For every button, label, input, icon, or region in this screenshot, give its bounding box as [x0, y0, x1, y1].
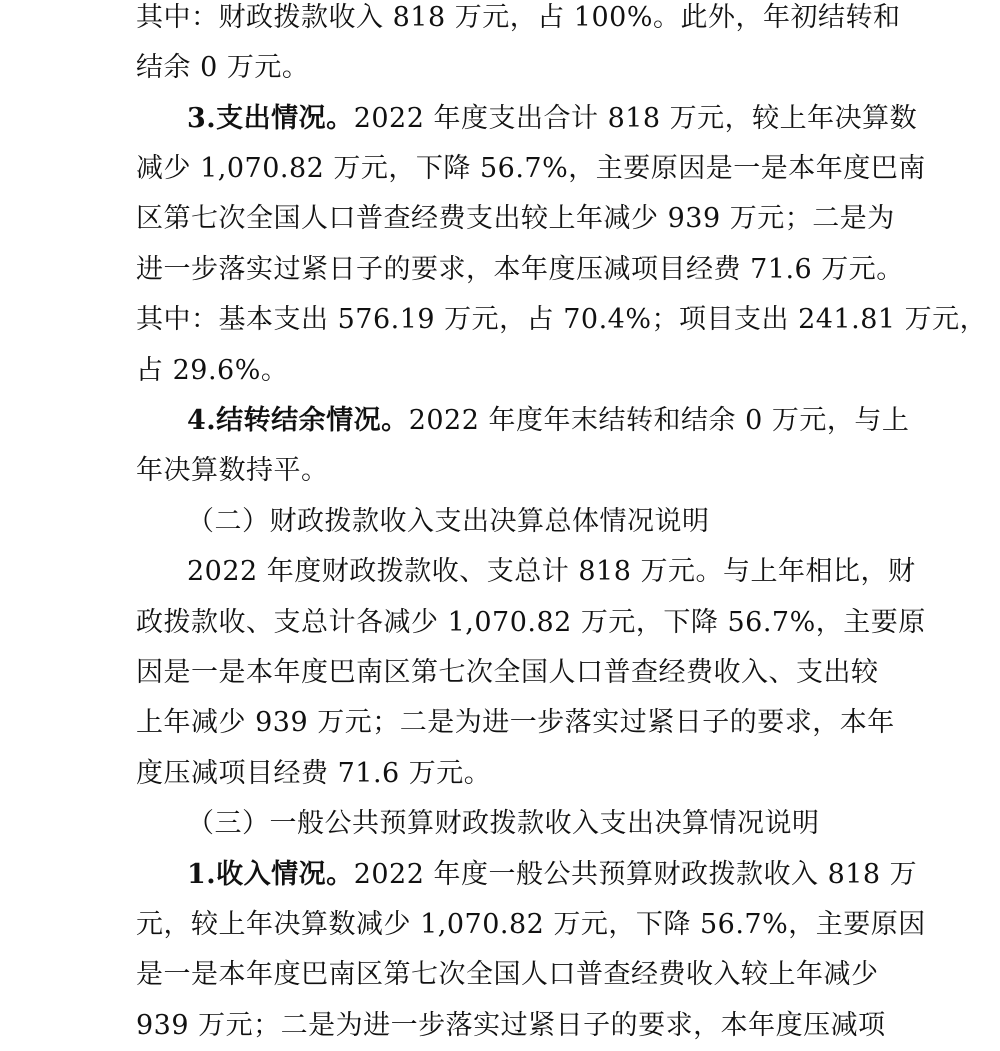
text-line: 区第七次全国人口普查经费支出较上年减少 939 万元；二是为 [136, 203, 895, 234]
text-line: 是一是本年度巴南区第七次全国人口普查经费收入较上年减少 [136, 959, 879, 990]
text-line: 年决算数持平。 [136, 455, 329, 486]
text-line: 占 29.6%。 [136, 355, 289, 386]
text-line: 元，较上年决算数减少 1,070.82 万元，下降 56.7%，主要原因 [136, 909, 926, 940]
text-line: 政拨款收、支总计各减少 1,070.82 万元，下降 56.7%，主要原 [136, 607, 926, 638]
section-lead: 3.支出情况。 [187, 103, 354, 134]
text-line: 度压减项目经费 71.6 万元。 [136, 758, 492, 789]
text-line: 减少 1,070.82 万元，下降 56.7%，主要原因是一是本年度巴南 [136, 153, 926, 184]
text-line: 因是一是本年度巴南区第七次全国人口普查经费收入、支出较 [136, 657, 879, 688]
section-heading-3: （三）一般公共预算财政拨款收入支出决算情况说明 [187, 808, 820, 839]
text-line: 上年减少 939 万元；二是为进一步落实过紧日子的要求，本年 [136, 707, 895, 738]
paragraph-income: 1.收入情况。2022 年度一般公共预算财政拨款收入 818 万 [187, 859, 918, 890]
section-lead: 4.结转结余情况。 [187, 405, 409, 436]
section-heading-2: （二）财政拨款收入支出决算总体情况说明 [187, 506, 710, 537]
text-line: 结余 0 万元。 [136, 52, 310, 83]
paragraph-carryover: 4.结转结余情况。2022 年度年末结转和结余 0 万元，与上 [187, 405, 910, 436]
paragraph-expenditure: 3.支出情况。2022 年度支出合计 818 万元，较上年决算数 [187, 103, 918, 134]
text-line: 939 万元；二是为进一步落实过紧日子的要求，本年度压减项 [136, 1010, 886, 1041]
text-line: 进一步落实过紧日子的要求，本年度压减项目经费 71.6 万元。 [136, 254, 904, 285]
text-line: 其中：财政拨款收入 818 万元，占 100%。此外，年初结转和 [136, 2, 901, 33]
section-lead: 1.收入情况。 [187, 859, 354, 890]
paragraph-fiscal-overview: 2022 年度财政拨款收、支总计 818 万元。与上年相比，财 [187, 556, 916, 587]
text-line: 其中：基本支出 576.19 万元，占 70.4%；项目支出 241.81 万元， [136, 304, 988, 335]
